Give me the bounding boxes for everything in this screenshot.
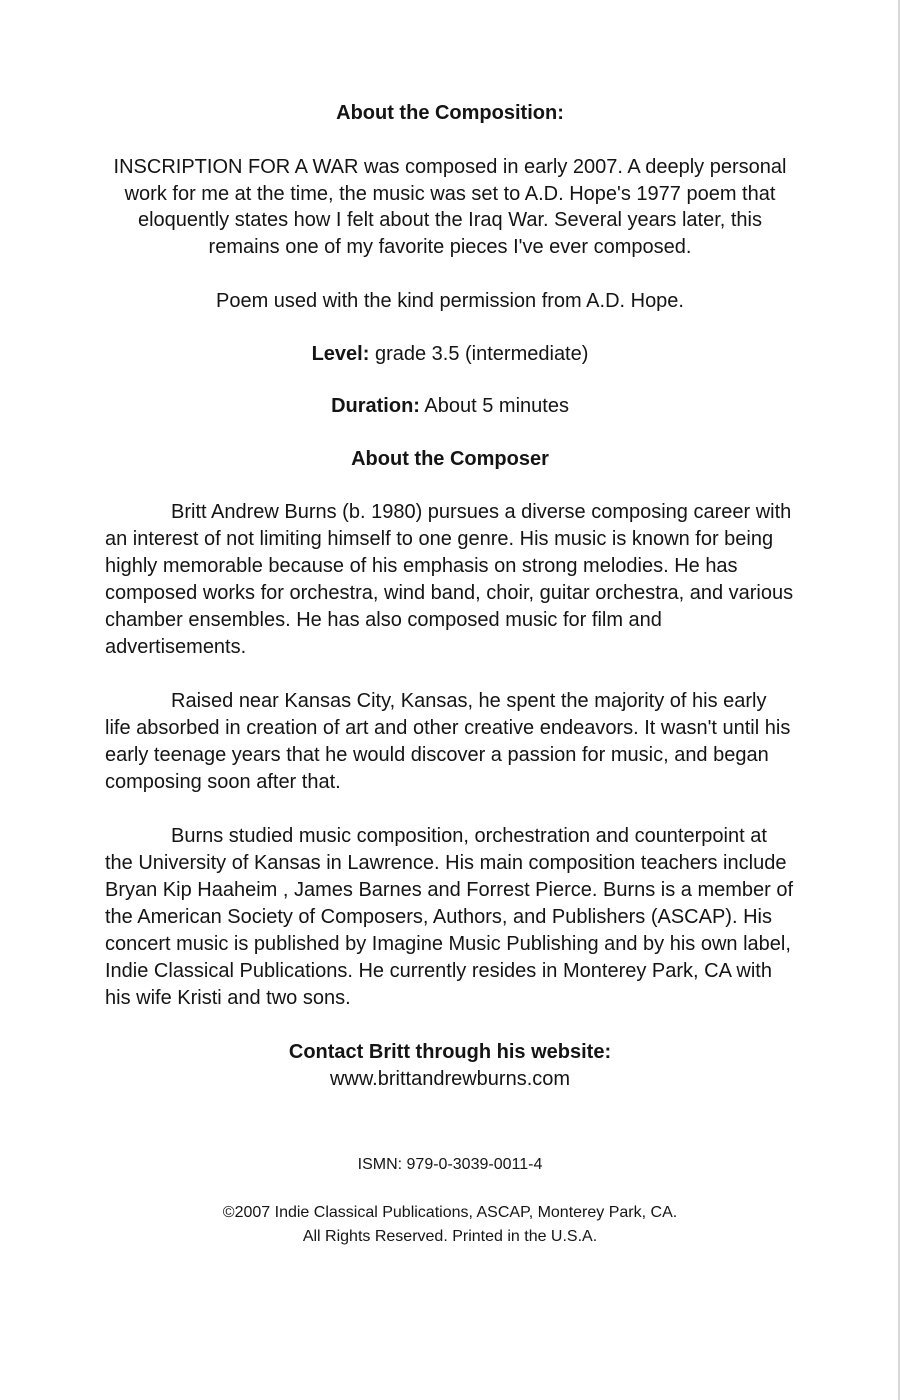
copyright-line: ©2007 Indie Classical Publications, ASCAP, Monterey Park, CA. — [222, 1203, 678, 1221]
level-line — [105, 341, 795, 368]
composer-paragraph-1: Britt Andrew Burns (b. 1980) pursues a diverse composing career with an interest of not limiting himself to one genre. His music is known for being highly memorable because of his emphasis on strong melodies. He has composed works for orchestra, wind band, choir, guitar orchestra, and various chamber ensembles. He has also composed music for film and advertisements. — [105, 500, 794, 658]
document-page — [105, 100, 795, 1249]
duration-label: Duration: — [331, 395, 420, 417]
composer-paragraph-2: Raised near Kansas City, Kansas, he spent the majority of his early life absorbed in creation of art and other creative endeavors. It wasn't until his early teenage years that he would discover a passion for music, and began composing soon after that. — [105, 689, 791, 793]
ismn-number: ISMN: 979-0-3039-0011-4 — [357, 1155, 543, 1173]
duration-value: About 5 minutes — [424, 395, 569, 417]
website-link[interactable]: www.brittandrewburns.com — [329, 1067, 571, 1090]
level-label: Level: — [311, 342, 370, 365]
composer-paragraph-3: Burns studied music composition, orchestration and counterpoint at the University of Kansas in Lawrence. His main composition teachers include Bryan Kip Haaheim , James Barnes and Forrest Pierce. Burns is a member of the American Society of Composers, Authors, and Publishers (ASCAP). His concert music is published by Imagine Music Publishing and by his own label, Indie Classical Publications. He currently resides in Monterey Park, CA with his wife Kristi and two sons. — [105, 824, 794, 1009]
rights-line: All Rights Reserved. Printed in the U.S.A. — [302, 1227, 598, 1245]
composition-paragraph: INSCRIPTION FOR A WAR was composed in early 2007. A deeply personal work for me at the time, the music was set to A.D. Hope's 1977 poem that eloquently states how I felt about the Iraq War. Several years later, this remains one of my favorite pieces I've ever composed. — [113, 156, 787, 258]
permission-note: Poem used with the kind permission from A.D. Hope. — [216, 290, 684, 312]
duration-line — [105, 393, 795, 420]
contact-heading: Contact Britt through his website: — [288, 1040, 612, 1063]
level-value: grade 3.5 (intermediate) — [374, 342, 589, 365]
about-composition-heading: About the Composition: — [336, 102, 564, 124]
about-composer-heading: About the Composer — [351, 447, 549, 470]
